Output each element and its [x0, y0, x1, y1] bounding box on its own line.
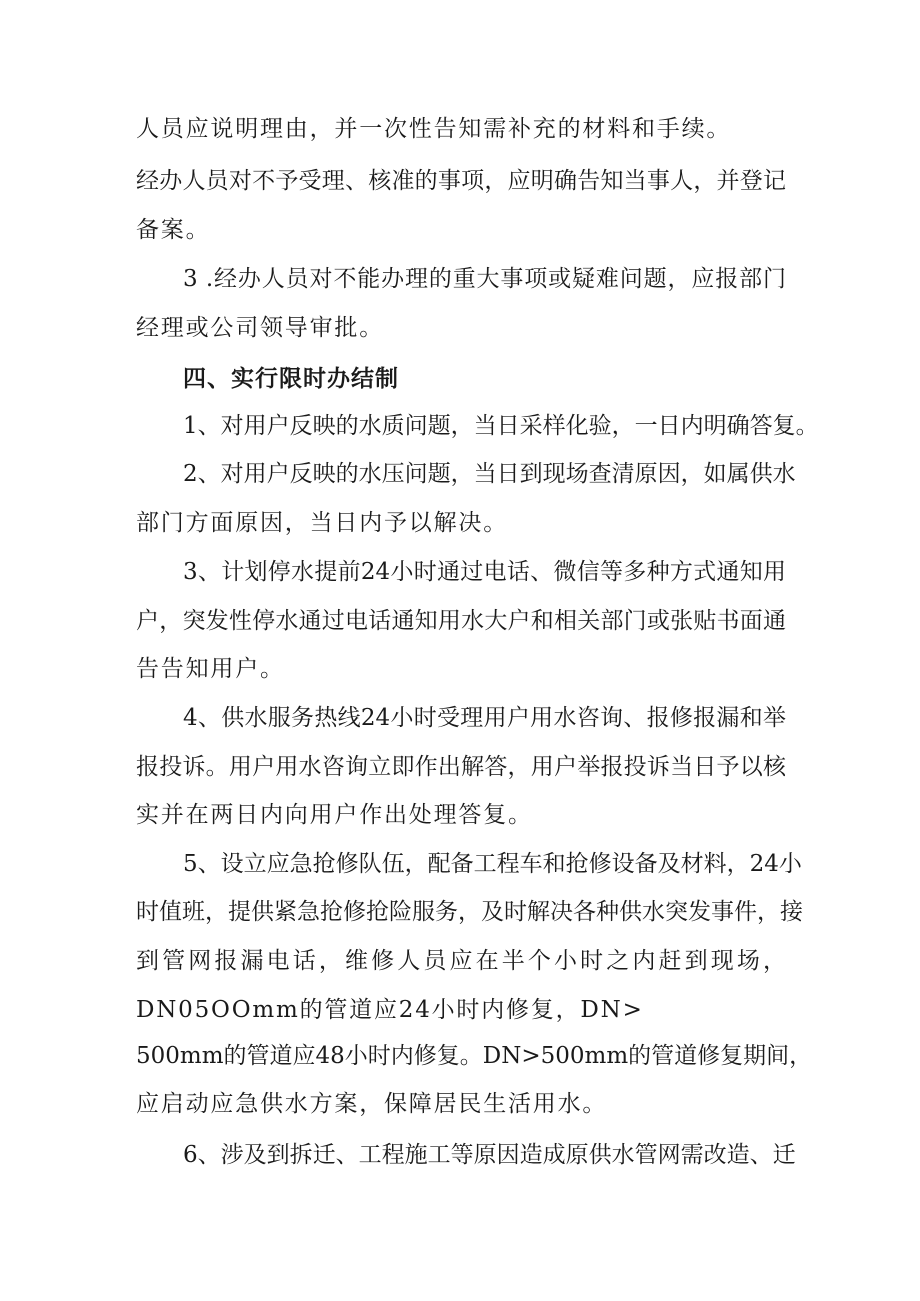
text-line-18: 到管网报漏电话，维修人员应在半个小时之内赶到现场，	[136, 948, 786, 974]
text-line-1: 人员应说明理由，并一次性告知需补充的材料和手续。	[136, 116, 732, 142]
text-line-22: 6、涉及到拆迁、工程施工等原因造成原供水管网需改造、迁	[183, 1142, 796, 1168]
text-line-10: 3、计划停水提前24小时通过电话、微信等多种方式通知用	[183, 559, 786, 585]
text-line-2: 经办人员对不予受理、核准的事项，应明确告知当事人，并登记	[136, 168, 786, 194]
text-line-4: 3 .经办人员对不能办理的重大事项或疑难问题，应报部门	[183, 266, 786, 292]
text-line-3: 备案。	[136, 217, 211, 243]
text-line-11: 户，突发性停水通过电话通知用水大户和相关部门或张贴书面通	[136, 608, 786, 634]
text-line-21: 应启动应急供水方案，保障居民生活用水。	[136, 1091, 608, 1117]
text-line-20: 500mm的管道应48小时内修复。DN>500mm的管道修复期间，	[136, 1043, 813, 1069]
section-heading: 四、实行限时办结制	[183, 366, 399, 392]
text-line-7: 1、对用户反映的水质问题，当日采样化验，一日内明确答复。	[183, 413, 819, 439]
text-line-15: 实并在两日内向用户作出处理答复。	[136, 802, 533, 828]
text-line-16: 5、设立应急抢修队伍，配备工程车和抢修设备及材料，24小	[183, 851, 802, 877]
text-line-17: 时值班，提供紧急抢修抢险服务，及时解决各种供水突发事件，接	[136, 899, 803, 925]
text-line-13: 4、供水服务热线24小时受理用户用水咨询、报修报漏和举	[183, 705, 786, 731]
text-line-14: 报投诉。用户用水咨询立即作出解答，用户举报投诉当日予以核	[136, 754, 786, 780]
text-line-8: 2、对用户反映的水压问题，当日到现场查清原因，如属供水	[183, 461, 796, 487]
text-line-9: 部门方面原因，当日内予以解决。	[136, 510, 508, 536]
text-line-5: 经理或公司领导审批。	[136, 315, 384, 341]
text-line-19: DN05OOmm的管道应24小时内修复，DN>	[136, 997, 644, 1023]
text-line-12: 告告知用户。	[136, 656, 285, 682]
